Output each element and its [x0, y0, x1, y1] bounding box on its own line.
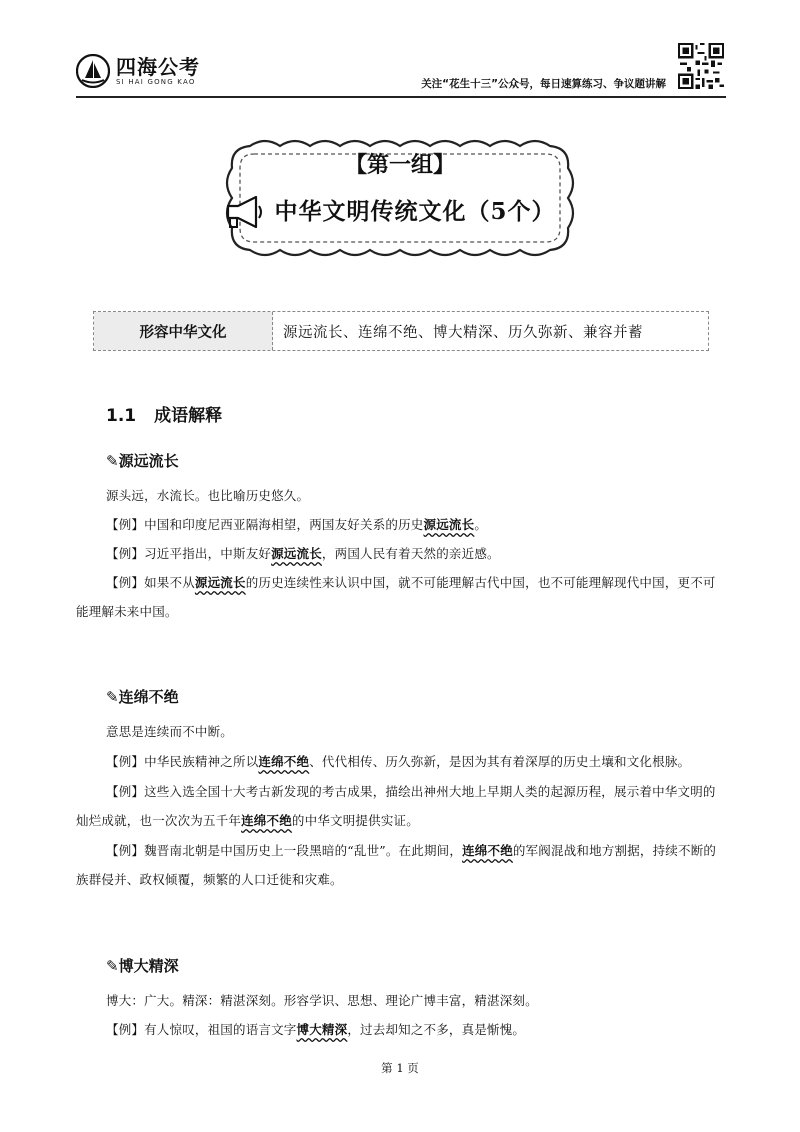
definition-heading: 形容中华文化 [94, 312, 273, 350]
example-sentence: 【例】中国和印度尼西亚隔海相望，两国友好关系的历史源远流长。 [106, 517, 488, 532]
idiom-highlight: 连绵不绝 [241, 813, 292, 828]
qr-code-icon [678, 43, 724, 89]
term-title: ✎博大精深 [106, 957, 179, 975]
section-number: 1.1 [106, 406, 137, 426]
example-sentence: 【例】中华民族精神之所以连绵不绝、代代相传、历久弥新，是因为其有着深厚的历史土壤和文化根脉。 [106, 754, 691, 769]
idiom-highlight: 连绵不绝 [258, 754, 310, 769]
definition-idiom-list: 源远流长、连绵不绝、博大精深、历久弥新、兼容并蓄 [283, 324, 643, 341]
group-title-banner [220, 138, 580, 258]
idiom-highlight: 源远流长 [194, 575, 246, 590]
term-meaning: 博大：广大。精深：精湛深刻。形容学识、思想、理论广博丰富，精湛深刻。 [106, 993, 538, 1008]
page-number: 第 1 页 [381, 1061, 419, 1075]
group-topic-title: 中华文明传统文化（5个） [274, 198, 556, 225]
term-meaning: 源头远，水流长。也比喻历史悠久。 [106, 488, 310, 503]
section-title: 成语解释 [154, 406, 223, 426]
brand-name-pinyin: SI HAI GONG KAO [116, 77, 196, 86]
page-header [0, 0, 800, 100]
section-heading [106, 401, 222, 426]
definition-table [93, 311, 709, 351]
idiom-highlight: 博大精深 [296, 1022, 348, 1037]
idiom-highlight: 源远流长 [423, 517, 475, 532]
idiom-highlight: 连绵不绝 [462, 843, 513, 858]
example-sentence: 【例】习近平指出，中斯友好源远流长，两国人民有着天然的亲近感。 [106, 546, 500, 561]
example-sentence: 【例】有人惊叹，祖国的语言文字博大精深，过去却知之不多，真是惭愧。 [106, 1022, 526, 1037]
brand-name: 四海公考 [116, 54, 200, 79]
group-label: 【第一组】 [344, 152, 455, 178]
example-sentence: 【例】这些入选全国十大考古新发现的考古成果，描绘出神州大地上早期人类的起源历程，展示着中华文明的灿烂成就，也一次次为五千年连绵不绝的中华文明提供实证。 [76, 784, 716, 828]
idiom-highlight: 源远流长 [271, 546, 322, 561]
example-sentence: 【例】如果不从源远流长的历史连续性来认识中国，就不可能理解古代中国，也不可能理解现代中国，更不可能理解未来中国。 [76, 575, 716, 619]
brand-logo [76, 54, 200, 88]
term-title: ✎源远流长 [106, 452, 179, 470]
term-title: ✎连绵不绝 [106, 688, 179, 706]
sailboat-logo-icon [76, 54, 110, 88]
header-divider [76, 96, 726, 98]
example-sentence: 【例】魏晋南北朝是中国历史上一段黑暗的“乱世”。在此期间，连绵不绝的军阀混战和地方割据，持续不断的族群侵并、政权倾覆，频繁的人口迁徙和灾难。 [76, 843, 717, 887]
term-meaning: 意思是连续而不中断。 [106, 724, 234, 739]
header-tagline: 关注“花生十三”公众号，每日速算练习、争议题讲解 [421, 78, 666, 90]
